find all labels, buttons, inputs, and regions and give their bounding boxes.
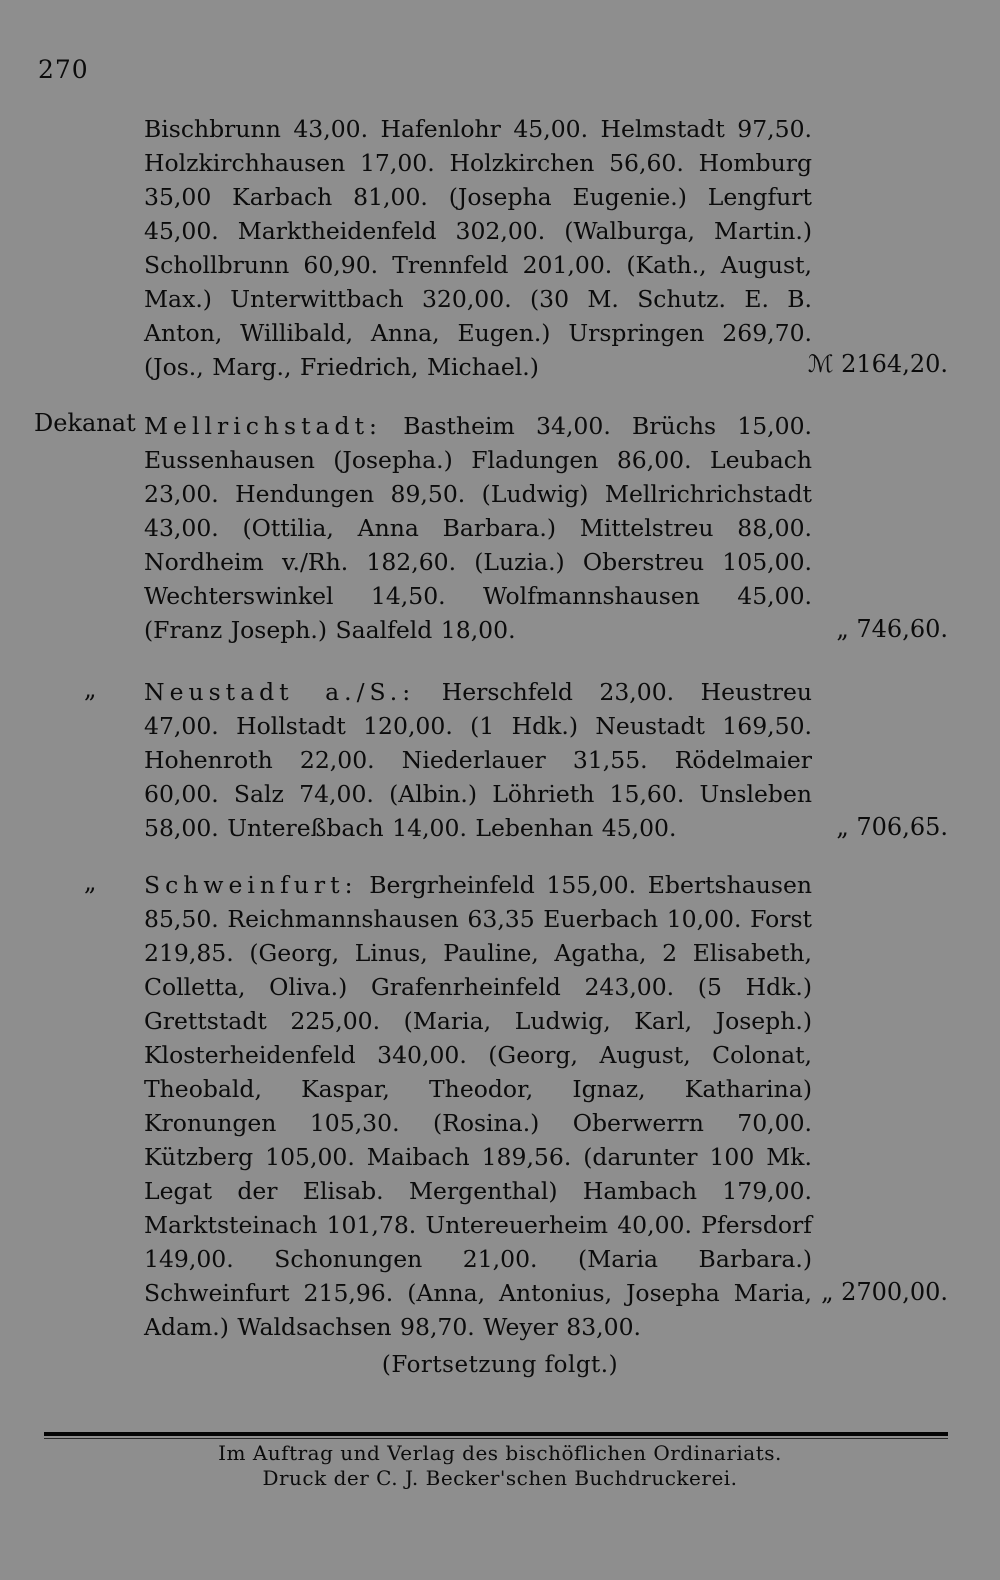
entry-parishes: Herschfeld 23,00. Heustreu 47,00. Hollstadt 120,00. (1 Hdk.) Neustadt 169,50. Hohenroth 22,00. Niederlauer 31,55. Rödelmaier 60,00. Salz 74,00. (Albin.) Löhrieth 15,60. Unsleben 58,00. Untereßbach 14,00. Lebenhan 45,00.	[144, 678, 812, 842]
imprint-line-1: Im Auftrag und Verlag des bischöflichen Ordinariats.	[218, 1441, 782, 1465]
footer-rule	[44, 1432, 948, 1436]
entry-parishes: Bergrheinfeld 155,00. Ebertshausen 85,50. Reichmannshausen 63,35 Euerbach 10,00. Forst 219,85. (Georg, Linus, Pauline, Agatha, 2 Elisabeth, Colletta, Oliva.) Grafenrheinfeld 243,00. (5 Hdk.) Grettstadt 225,00. (Maria, Ludwig, Karl, Joseph.) Klosterheidenfeld 340,00. (Georg, August, Colonat, Theobald, Kaspar, Theodor, Ignaz, Katharina) Kronungen 105,30. (Rosina.) Oberwerrn 70,00. Kützberg 105,00. Maibach 189,56. (darunter 100 Mk. Legat der Elisab. Mergenthal) Hambach 179,00. Marktsteinach 101,78. Untereuerheim 40,00. Pfersdorf 149,00. Schonungen 21,00. (Maria Barbara.) Schweinfurt 215,96. (Anna, Antonius, Josepha Maria, Adam.) Waldsachsen 98,70. Weyer 83,00.	[144, 871, 812, 1341]
entry-total: „ 746,60.	[836, 615, 948, 643]
entry-parishes: Bastheim 34,00. Brüchs 15,00. Eussenhausen (Josepha.) Fladungen 86,00. Leubach 23,00. Hendungen 89,50. (Ludwig) Mellrichrichstadt 43,00. (Ottilia, Anna Barbara.) Mittelstreu 88,00. Nordheim v./Rh. 182,60. (Luzia.) Oberstreu 105,00. Wechterswinkel 14,50. Wolfmannshausen 45,00. (Franz Joseph.) Saalfeld 18,00.	[144, 412, 812, 644]
deanery-heading: Schweinfurt:	[144, 871, 358, 899]
deanery-heading: Mellrichstadt:	[144, 412, 382, 440]
continuation-note: (Fortsetzung folgt.)	[381, 1352, 619, 1378]
entry-text	[144, 868, 812, 1344]
ditto-mark: „	[84, 868, 97, 896]
footer-rule-thin	[44, 1438, 948, 1439]
entry-parishes: Bischbrunn 43,00. Hafenlohr 45,00. Helmstadt 97,50. Holzkirchhausen 17,00. Holzkirchen 56,60. Homburg 35,00 Karbach 81,00. (Josepha Eugenie.) Lengfurt 45,00. Marktheidenfeld 302,00. (Walburga, Martin.) Schollbrunn 60,90. Trennfeld 201,00. (Kath., August, Max.) Unterwittbach 320,00. (30 M. Schutz. E. B. Anton, Willibald, Anna, Eugen.) Urspringen 269,70. (Jos., Marg., Friedrich, Michael.)	[144, 115, 812, 381]
entry-total: ℳ 2164,20.	[807, 350, 948, 378]
deanery-heading: Neustadt a./S.:	[144, 678, 416, 706]
entry-text	[144, 675, 812, 845]
entry-total: „ 2700,00.	[821, 1278, 948, 1306]
deanery-label: Dekanat	[34, 409, 136, 437]
entry-total: „ 706,65.	[836, 813, 948, 841]
entry-text	[144, 409, 812, 647]
entry-text	[144, 112, 812, 384]
ditto-mark: „	[84, 675, 97, 703]
page-number: 270	[38, 55, 89, 84]
imprint-line-2: Druck der C. J. Becker'schen Buchdruckerei.	[262, 1466, 738, 1490]
